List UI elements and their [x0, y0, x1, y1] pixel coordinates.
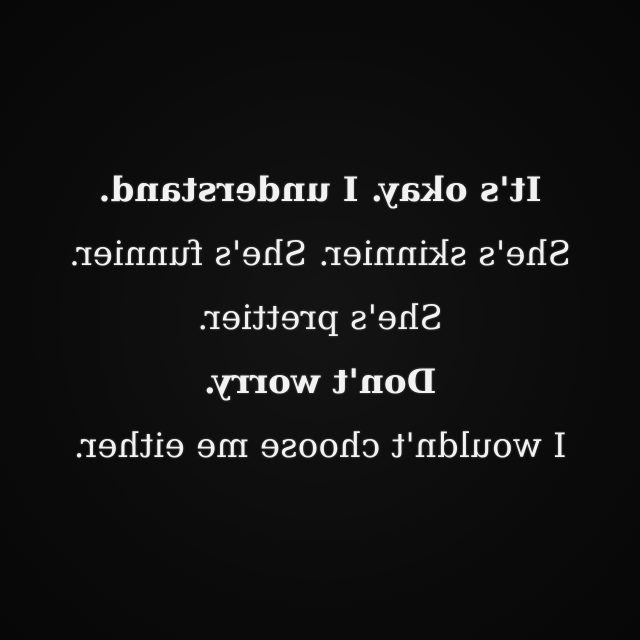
quote-line-2: She's skinnier. She's funnier.	[68, 234, 572, 274]
quote-line-1: It's okay. I understand.	[98, 170, 542, 210]
mirrored-quote-text	[0, 158, 640, 478]
quote-line-4: Don't worry.	[203, 362, 437, 402]
quote-line-5: I wouldn't choose me either.	[73, 426, 567, 466]
quote-line-3: She's prettier.	[197, 298, 443, 338]
